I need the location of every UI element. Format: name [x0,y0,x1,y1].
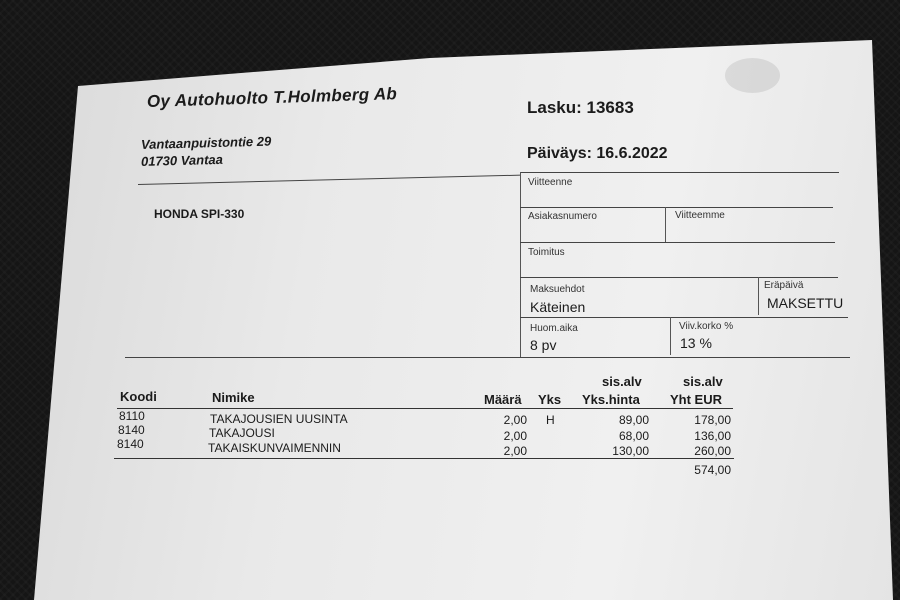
header-bottom-line [125,357,850,358]
field-divider [520,277,838,278]
col-header-yks: Yks [538,392,562,407]
field-divider [520,207,833,208]
maksuehdot-label: Maksuehdot [530,284,585,295]
cell-yks: H [546,413,555,427]
col-header-koodi: Koodi [120,389,157,404]
cell-maara: 2,00 [503,429,527,443]
viiv-korko-value: 13 % [680,335,712,351]
cell-nimike: TAKAJOUSIEN UUSINTA [210,412,348,426]
field-divider [670,317,671,355]
cell-koodi: 8140 [118,423,145,437]
company-postal-city: 01730 Vantaa [140,151,224,169]
col-header-maara: Määrä [484,392,522,407]
viitteemme-label: Viitteemme [675,210,725,221]
field-divider [665,207,666,242]
field-divider [520,317,848,318]
toimitus-label: Toimitus [528,247,565,258]
invoice-number: Lasku: 13683 [527,98,634,117]
company-name: Oy Autohuolto T.Holmberg Ab [146,84,398,111]
col-header-nimike: Nimike [212,390,255,405]
cell-hinta: 68,00 [618,429,649,443]
header-divider [138,175,521,185]
fields-top-line [521,172,839,173]
cell-koodi: 8110 [119,409,145,423]
erapaiva-value: MAKSETTU [767,295,844,311]
field-divider [758,277,759,315]
cell-nimike: TAKAISKUNVAIMENNIN [208,441,341,455]
cell-maara: 2,00 [503,444,527,458]
cell-hinta: 130,00 [612,444,649,458]
cell-hinta: 89,00 [618,413,649,427]
table-bottom-line [114,458,734,459]
viitteenne-label: Viitteenne [528,177,573,188]
paper-smudge [725,58,780,93]
cell-maara: 2,00 [503,413,527,427]
table-header-line [117,408,733,409]
col-header-yht-top: sis.alv [683,374,723,389]
maksuehdot-value: Käteinen [530,299,586,315]
asiakasnumero-label: Asiakasnumero [528,211,597,222]
fields-left-border [520,172,521,358]
col-header-hinta-top: sis.alv [602,374,642,389]
invoice-total: 574,00 [694,463,731,477]
vehicle-id: HONDA SPI-330 [154,207,245,221]
col-header-hinta: Yks.hinta [582,392,640,407]
viiv-korko-label: Viiv.korko % [679,321,734,332]
company-street: Vantaanpuistontie 29 [140,133,272,152]
col-header-yht: Yht EUR [670,392,722,407]
cell-koodi: 8140 [117,437,144,451]
cell-yht: 136,00 [694,429,731,443]
huom-aika-label: Huom.aika [530,323,578,334]
huom-aika-value: 8 pv [530,337,557,353]
cell-yht: 260,00 [694,444,731,458]
invoice-date: Päiväys: 16.6.2022 [527,145,668,162]
cell-yht: 178,00 [694,413,731,427]
erapaiva-label: Eräpäivä [764,280,804,291]
field-divider [520,242,835,243]
cell-nimike: TAKAJOUSI [209,426,275,440]
